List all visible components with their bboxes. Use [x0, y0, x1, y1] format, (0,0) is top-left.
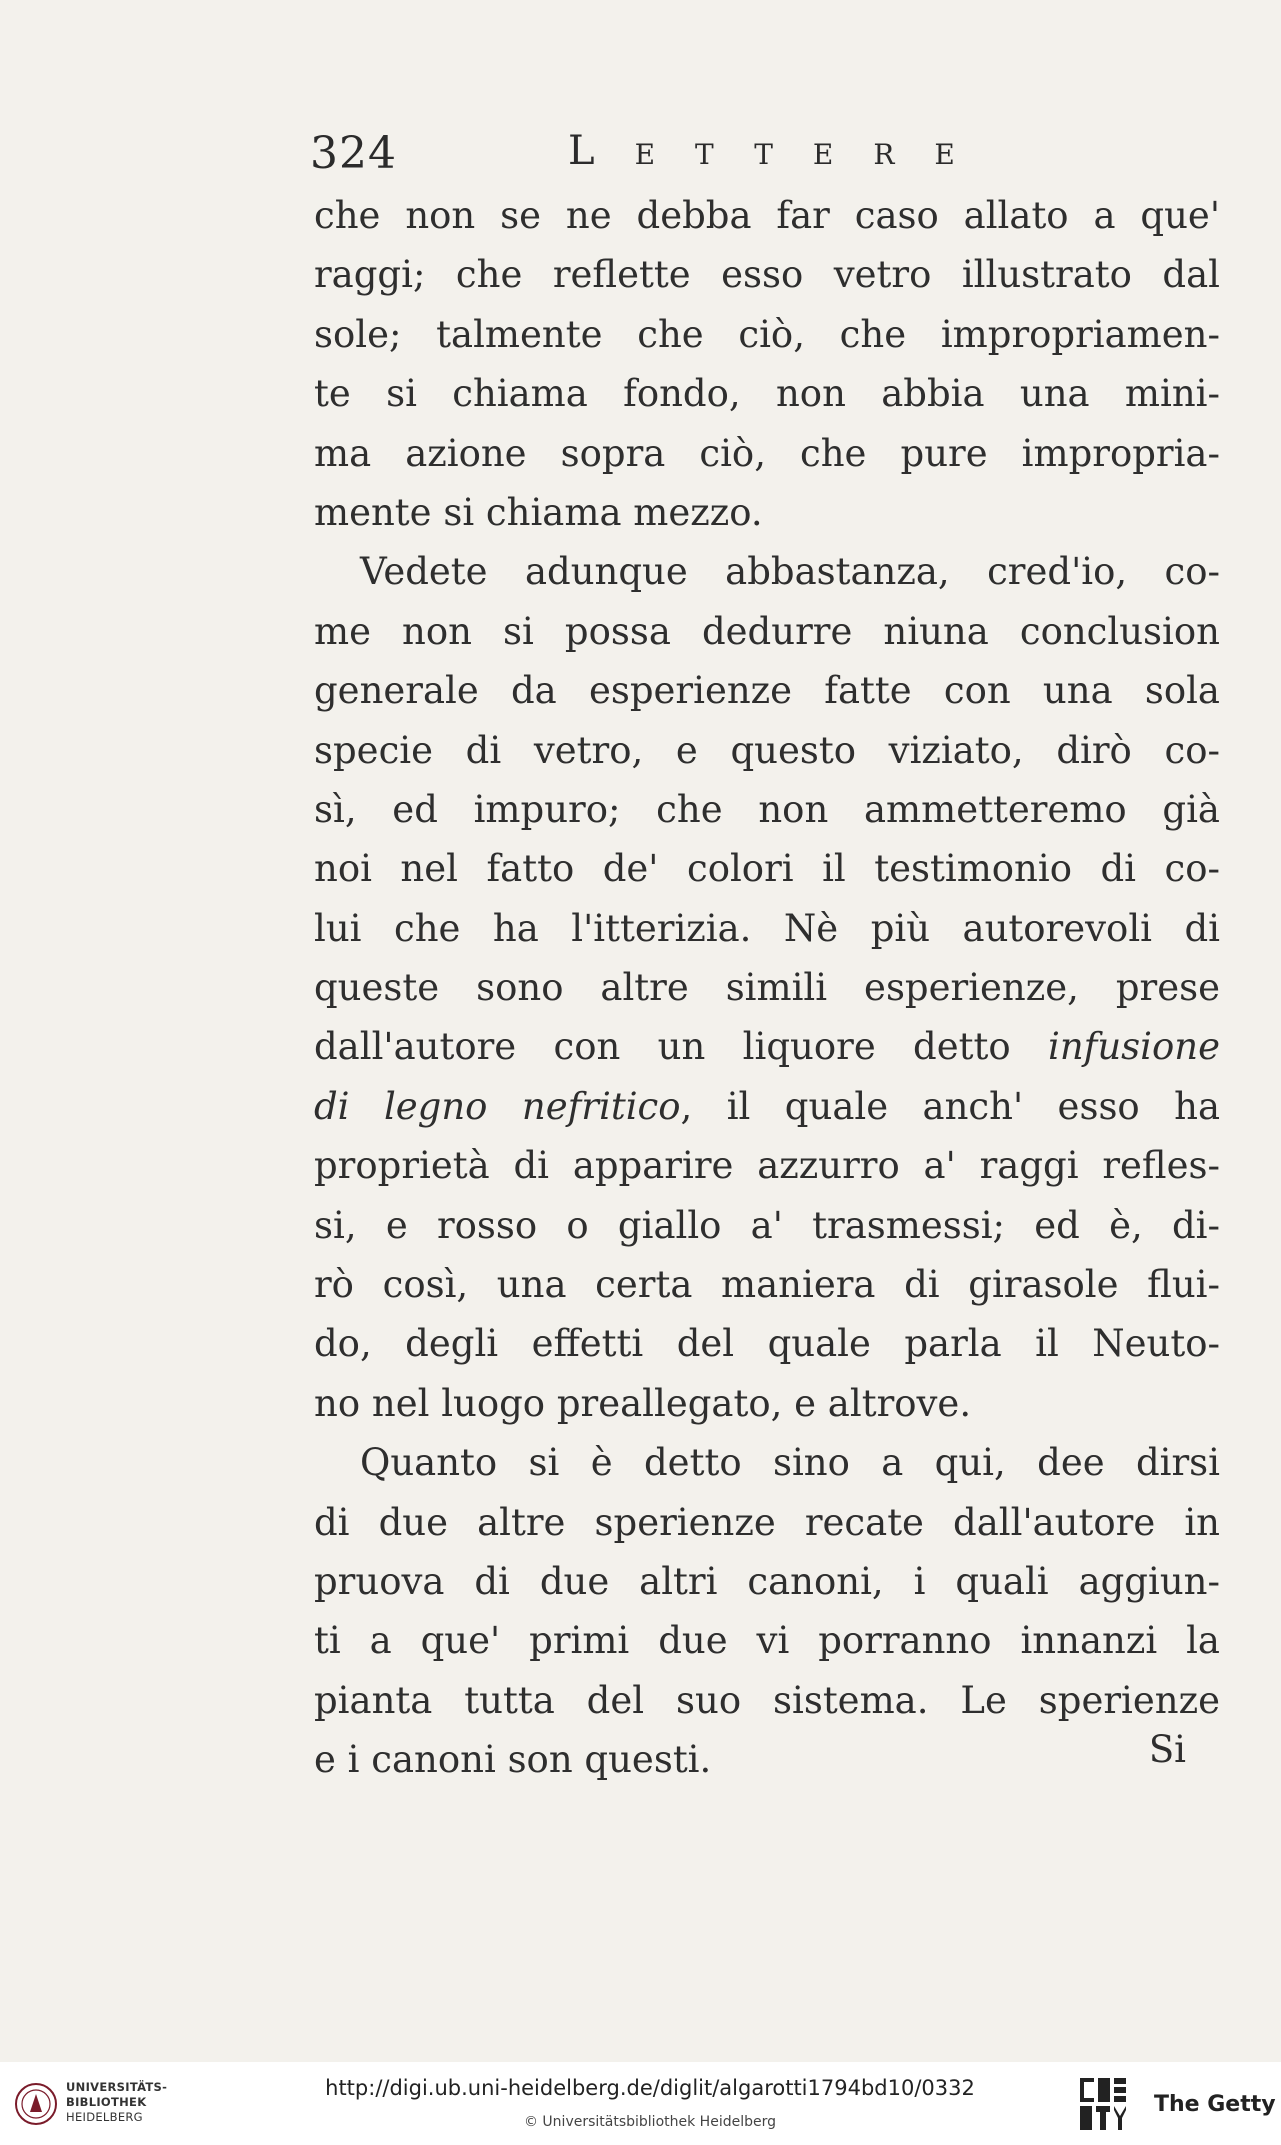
library-name-line: UNIVERSITÄTS- [66, 2080, 168, 2094]
italic-term: infusione [1047, 1025, 1220, 1069]
text-line: no nel luogo preallegato, e altrove. [314, 1381, 972, 1425]
text-line [314, 1017, 1220, 1076]
text-line: sì, ed impuro; che non ammetteremo già [314, 787, 1220, 831]
text-line: pruova di due altri canoni, i quali aggiun- [314, 1559, 1220, 1603]
text-line: ti a que' primi due vi porranno innanzi la [314, 1619, 1220, 1663]
body-text [314, 186, 1220, 1790]
text-line: noi nel fatto de' colori il testimonio di co- [314, 847, 1220, 891]
library-name [66, 2080, 167, 2125]
text-line: te si chiama fondo, non abbia una mini- [314, 372, 1220, 416]
page-number: 324 [310, 128, 397, 179]
text-line: Quanto si è detto sino a qui, dee dirsi [360, 1441, 1220, 1485]
text-line: do, degli effetti del quale parla il Neuto- [314, 1322, 1220, 1366]
page-header [310, 128, 1010, 188]
viewer-footer [0, 2062, 1281, 2145]
text-line [314, 1077, 1220, 1136]
text-line [314, 1730, 1220, 1789]
text-line: rò così, una certa maniera di girasole flui- [314, 1263, 1220, 1307]
text-line: di due altre sperienze recate dall'autore in [314, 1500, 1220, 1544]
text-fragment: e i canoni son questi. [314, 1738, 712, 1782]
text-line: si, e rosso o giallo a' trasmessi; ed è, di- [314, 1203, 1220, 1247]
text-line: proprietà di apparire azzurro a' raggi refles- [314, 1144, 1220, 1188]
university-seal-icon [14, 2082, 58, 2126]
getty-logo-icon [1078, 2076, 1128, 2132]
text-line: me non si possa dedurre niuna conclusion [314, 609, 1220, 653]
partner-name: The Getty [1154, 2092, 1276, 2117]
library-name-line: HEIDELBERG [66, 2110, 143, 2124]
text-line: generale da esperienze fatte con una sola [314, 669, 1220, 713]
catchword: Si [1148, 1728, 1186, 1772]
text-line: specie di vetro, e questo viziato, dirò co- [314, 728, 1220, 772]
text-line: queste sono altre simili esperienze, prese [314, 966, 1220, 1010]
text-line: lui che ha l'itterizia. Nè più autorevoli di [314, 906, 1220, 950]
permalink-url[interactable]: http://digi.ub.uni-heidelberg.de/diglit/algarotti1794bd10/0332 [325, 2076, 975, 2100]
text-line: Vedete adunque abbastanza, cred'io, co- [360, 550, 1220, 594]
text-line: mente si chiama mezzo. [314, 490, 763, 534]
copyright-notice: © Universitätsbibliothek Heidelberg [523, 2114, 776, 2130]
text-line: sole; talmente che ciò, che impropriamen- [314, 312, 1220, 356]
text-fragment: dall'autore con un liquore detto [314, 1025, 1048, 1069]
italic-term: di legno nefritico [314, 1084, 681, 1128]
text-line: raggi; che reflette esso vetro illustrato dal [314, 253, 1220, 297]
text-fragment: , il quale anch' esso ha [680, 1084, 1221, 1128]
text-line: ma azione sopra ciò, che pure impropria- [314, 431, 1220, 475]
text-line: che non se ne debba far caso allato a que' [314, 194, 1220, 237]
running-title: Lettere [568, 128, 995, 174]
library-name-line: BIBLIOTHEK [66, 2095, 147, 2109]
text-line: pianta tutta del suo sistema. Le sperienze [314, 1678, 1220, 1722]
